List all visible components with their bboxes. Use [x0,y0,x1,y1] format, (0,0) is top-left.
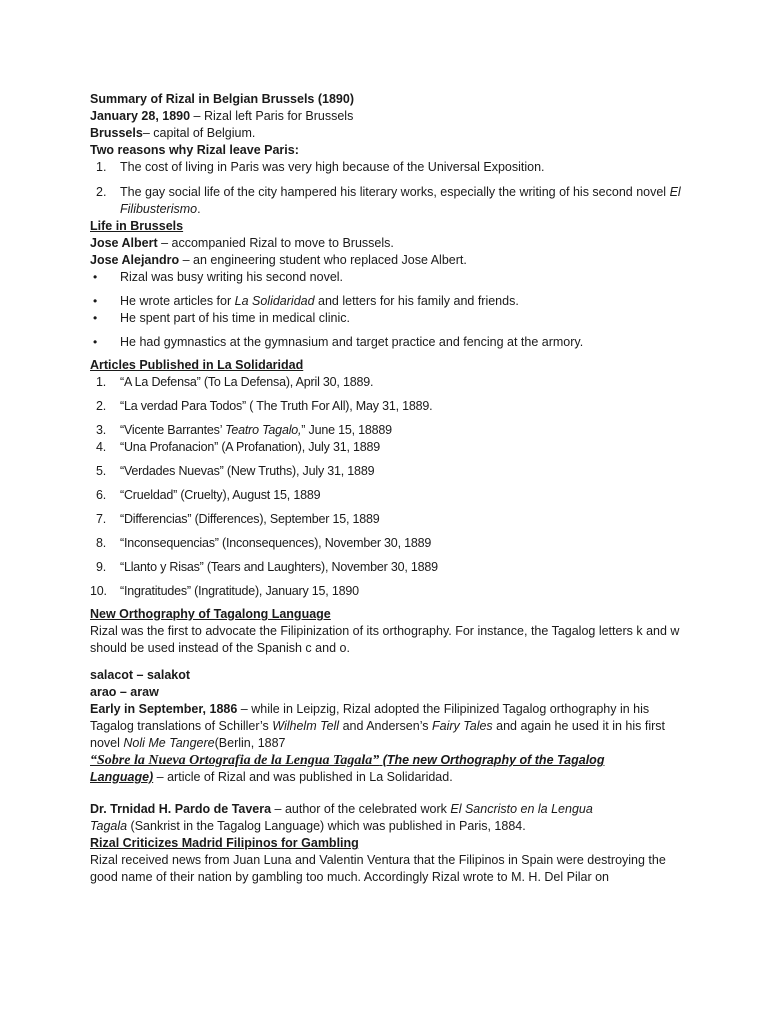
reasons-list [90,159,682,218]
list-item: • He spent part of his time in medical clinic. [93,311,350,325]
bullet-icon: • [93,270,98,284]
list-item: 1. “A La Defensa” (To La Defensa), April 30, 1889. [96,375,374,389]
life-heading: Life in Brussels [90,219,184,233]
gambling-heading: Rizal Criticizes Madrid Filipinos for Gambling [90,836,359,850]
bullet-icon: • [93,311,98,325]
bullet-icon: • [93,335,98,349]
list-item: 8. “Inconsequencias” (Inconsequences), November 30, 1889 [96,536,432,550]
list-item: 6. “Crueldad” (Cruelty), August 15, 1889 [96,488,321,502]
list-item: 3. “Vicente Barrantes’ Teatro Tagalo,” June 15, 18889 [96,423,392,437]
life-bullets [90,269,682,351]
list-item: • He had gymnastics at the gymnasium and target practice and fencing at the armory. [93,335,584,349]
intro-brussels-line: Brussels– capital of Belgium. [90,126,256,140]
sobre-article-line: “Sobre la Nueva Ortografia de la Lengua Tagala” (The new Orthography of the Tagalog [90,753,605,768]
articles-heading: Articles Published in La Solidaridad [90,358,304,372]
list-item: • Rizal was busy writing his second novel. [93,270,344,284]
intro-date-line: January 28, 1890 – Rizal left Paris for Brussels [90,109,354,123]
document-content [90,91,682,886]
orthography-heading: New Orthography of Tagalong Language [90,607,331,621]
list-item: 5. “Verdades Nuevas” (New Truths), July 31, 1889 [96,464,375,478]
list-item: 10. “Ingratitudes” (Ingratitude), January 15, 1890 [90,584,359,598]
list-item: 2. The gay social life of the city hampered his literary works, especially the writing of his second novel El Filibusterismo. [96,185,681,216]
list-item: 4. “Una Profanacion” (A Profanation), July 31, 1889 [96,440,380,454]
alejandro-line: Jose Alejandro – an engineering student who replaced Jose Albert. [90,253,467,267]
orthography-paragraph: Rizal was the first to advocate the Filipinization of its orthography. For instance, the Tagalog letters k and w should be used instead of the Spanish c and o. [90,624,680,655]
list-item: 7. “Differencias” (Differences), September 15, 1889 [96,512,380,526]
reasons-heading: Two reasons why Rizal leave Paris: [90,143,299,157]
sobre-article-line-2: Language) – article of Rizal and was published in La Solidaridad. [90,770,453,784]
list-item: 9. “Llanto y Risas” (Tears and Laughters), November 30, 1889 [96,560,438,574]
albert-line: Jose Albert – accompanied Rizal to move to Brussels. [90,236,394,250]
list-item: 2. “La verdad Para Todos” ( The Truth For All), May 31, 1889. [96,399,433,413]
articles-list [90,374,682,600]
pardo-paragraph: Dr. Trnidad H. Pardo de Tavera – author of the celebrated work El Sancristo en la Lengua Tagala (Sankrist in the Tagalog Language) which was published in Paris, 1884. [90,802,593,833]
early-september-paragraph: Early in September, 1886 – while in Leipzig, Rizal adopted the Filipinized Tagalog orthography in his Tagalog translations of Schiller’s Wilhelm Tell and Andersen’s Fairy Tales and again he used it in his first novel Noli Me Tangere(Berlin, 1887 [90,702,665,750]
page-title: Summary of Rizal in Belgian Brussels (1890) [90,92,354,106]
bullet-icon: • [93,294,98,308]
list-item: 1. The cost of living in Paris was very high because of the Universal Exposition. [96,160,545,174]
orthography-example: salacot – salakot [90,668,191,682]
list-item: • He wrote articles for La Solidaridad and letters for his family and friends. [93,294,519,308]
gambling-paragraph: Rizal received news from Juan Luna and Valentin Ventura that the Filipinos in Spain were destroying the good name of their nation by gambling too much. Accordingly Rizal wrote to M. H. Del Pilar on [90,853,666,884]
orthography-example: arao – araw [90,685,159,699]
